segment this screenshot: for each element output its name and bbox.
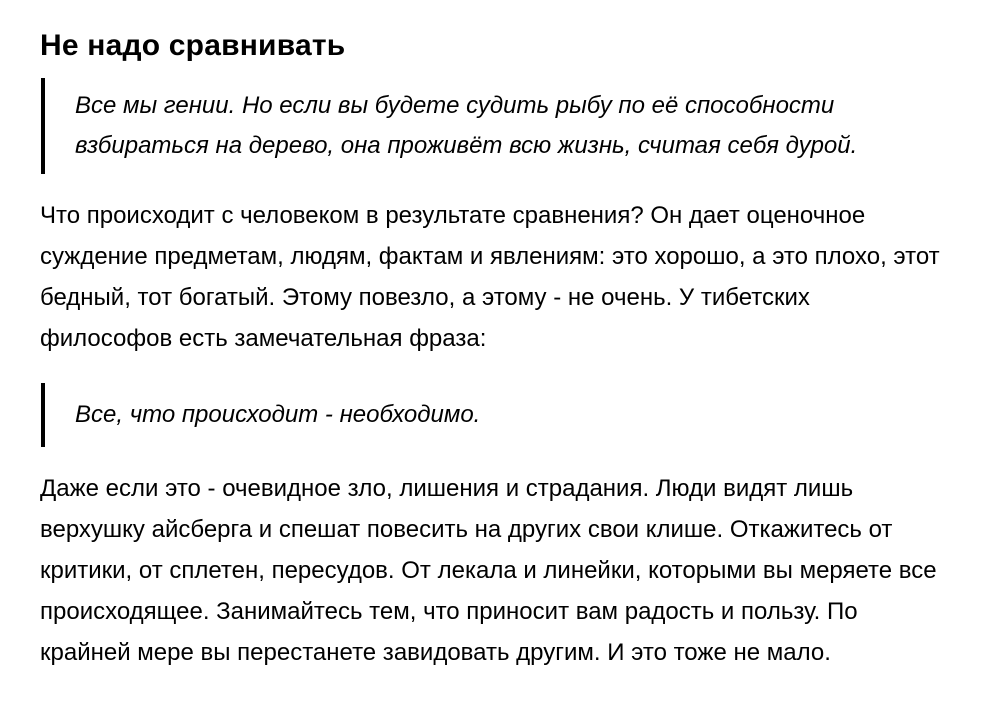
quote-text-necessity: Все, что происходит - необходимо. xyxy=(75,401,481,428)
paragraph-conclusion: Даже если это - очевидное зло, лишения и страдания. Люди видят лишь верхушку айсберга и спешат повесить на других свои клише. Откажитесь от критики, от сплетен, пересудов. От лекала и линейки, которыми вы меряете все происходящее. Занимайтесь тем, что приносит вам радость и пользу. По крайней мере вы перестанете завидовать другим. И это тоже не мало. xyxy=(40,475,937,666)
quote-block-genius xyxy=(41,78,875,174)
paragraph-comparison: Что происходит с человеком в результате сравнения? Он дает оценочное суждение предметам, людям, фактам и явлениям: это хорошо, а это плохо, этот бедный, тот богатый. Этому повезло, а этому - не очень. У тибетских философов есть замечательная фраза: xyxy=(40,202,940,352)
quote-text-genius: Все мы гении. Но если вы будете судить рыбу по её способности взбираться на дерево, она проживёт всю жизнь, считая себя дурой. xyxy=(75,92,858,159)
article-title: Не надо сравнивать xyxy=(40,29,346,62)
quote-block-necessity xyxy=(41,383,875,447)
